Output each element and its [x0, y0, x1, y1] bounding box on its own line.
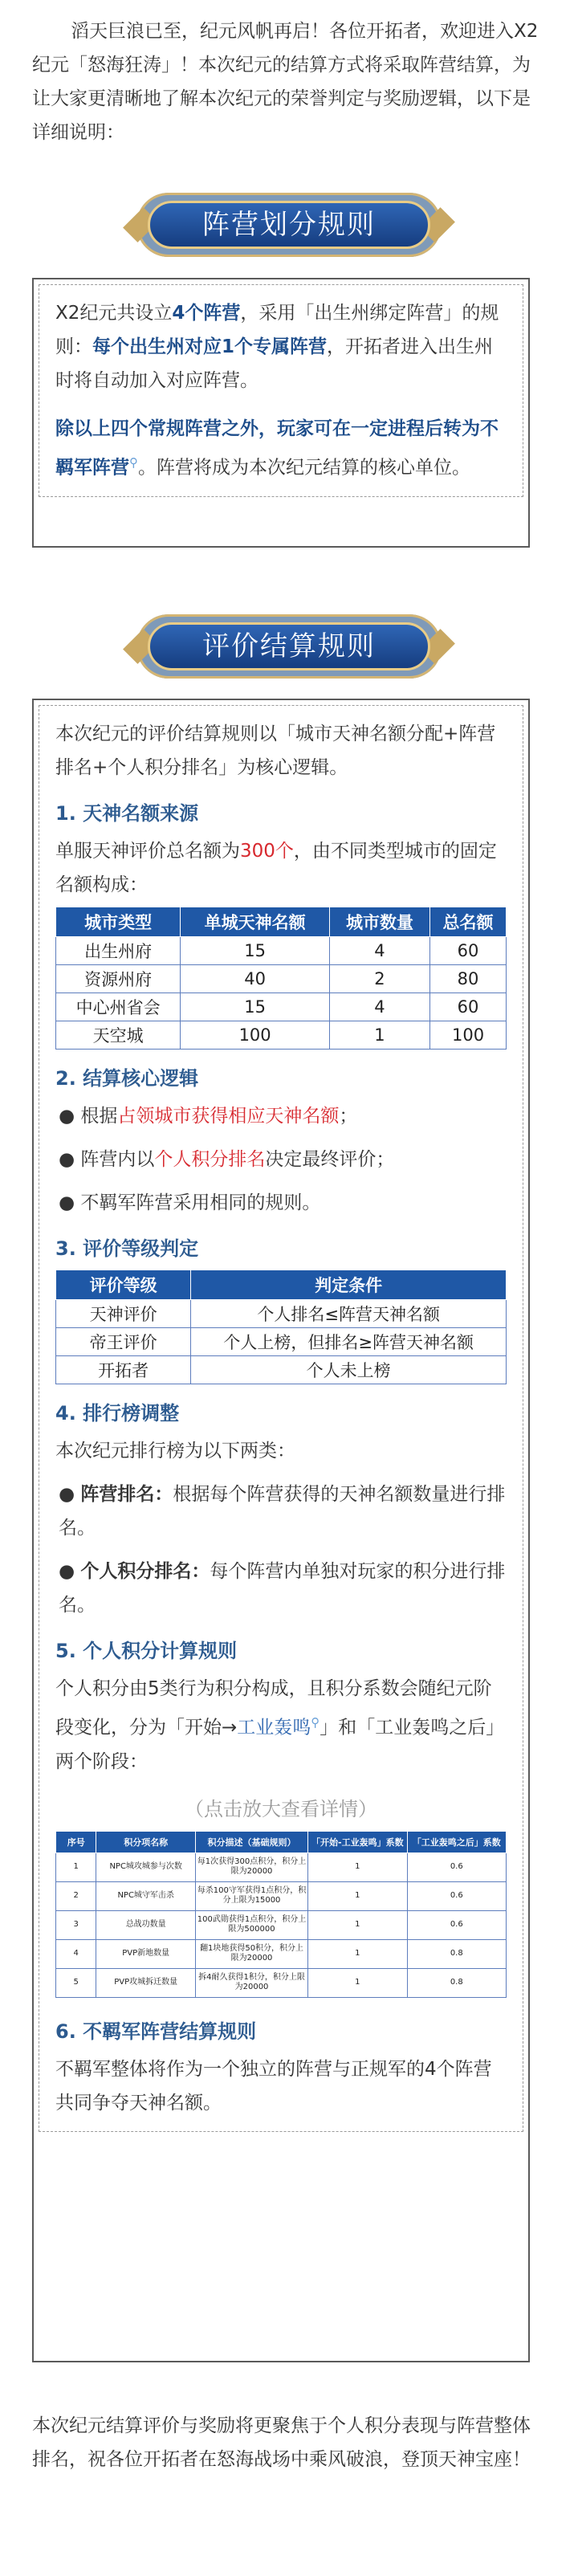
- table-cell: 每杀100守军获得1点积分，积分上限为15000: [195, 1881, 307, 1910]
- intro-paragraph: 滔天巨浪已至，纪元风帆再启！各位开拓者，欢迎进入X2纪元「怒海狂涛」！本次纪元的结算方式将采取阵营结算，为让大家更清晰地了解本次纪元的荣誉判定与奖励逻辑，以下是详细说明：: [32, 21, 539, 143]
- table-cell: 个人排名≤阵营天神名额: [191, 1300, 507, 1328]
- table-cell: PVP攻城拆迁数量: [96, 1968, 195, 1997]
- table-cell: 1: [308, 1968, 407, 1997]
- table-cell: 0.6: [407, 1881, 506, 1910]
- table-cell: 100: [181, 1021, 330, 1050]
- table-cell: 100: [430, 1021, 507, 1050]
- heading-core-logic: 2. 结算核心逻辑: [55, 1067, 199, 1090]
- table-header: 积分描述（基础规则）: [195, 1831, 307, 1853]
- points-table-image[interactable]: [55, 1831, 507, 1998]
- table-row: [56, 993, 507, 1021]
- table-cell: 出生州府: [56, 937, 181, 965]
- table-cell: 4: [56, 1939, 96, 1968]
- quota-source-text: 单服天神评价总名额为300个，由不同类型城市的固定名额构成：: [55, 841, 497, 895]
- table-cell: 总战功数量: [96, 1910, 195, 1939]
- table-cell: 每1次获得300点积分，积分上限为20000: [195, 1853, 307, 1881]
- table-header: 评价等级: [56, 1270, 191, 1300]
- table-row: [56, 1968, 507, 1997]
- table-cell: 2: [329, 965, 429, 993]
- table-cell: 60: [430, 937, 507, 965]
- section-banner-settlement-rules: [136, 614, 442, 679]
- table-cell: 0.8: [407, 1939, 506, 1968]
- table-cell: 40: [181, 965, 330, 993]
- leaderboard-lead: 本次纪元排行榜为以下两类：: [55, 1441, 295, 1461]
- industry-link[interactable]: 工业轰鸣: [237, 1717, 311, 1738]
- settlement-rules-panel: [32, 699, 530, 2362]
- table-cell: 个人上榜，但排名≥阵营天神名额: [191, 1328, 507, 1356]
- table-row: [56, 1853, 507, 1881]
- heading-leaderboard: 4. 排行榜调整: [55, 1402, 180, 1425]
- table-row: [56, 1300, 507, 1328]
- bullet-item: ● 不羁军阵营采用相同的规则。: [59, 1192, 321, 1213]
- table-cell: 1: [308, 1910, 407, 1939]
- table-cell: 1: [308, 1853, 407, 1881]
- table-row: [56, 1328, 507, 1356]
- table-cell: 1: [308, 1881, 407, 1910]
- table-cell: 100武勋获得1点积分，积分上限为500000: [195, 1910, 307, 1939]
- bullet-item: ● 个人积分排名：每个阵营内单独对玩家的积分进行排名。: [59, 1561, 506, 1616]
- table-cell: 2: [56, 1881, 96, 1910]
- section-banner-camp-rules: [136, 193, 442, 257]
- table-row: [56, 1910, 507, 1939]
- table-cell: PVP新地数量: [96, 1939, 195, 1968]
- table-header: 序号: [56, 1831, 96, 1853]
- banner-title: 阵营划分规则: [202, 209, 376, 241]
- table-cell: 资源州府: [56, 965, 181, 993]
- table-header: 单城天神名额: [181, 907, 330, 937]
- table-cell: 天神评价: [56, 1300, 191, 1328]
- bullet-item: ● 根据占领城市获得相应天神名额；: [59, 1106, 358, 1127]
- search-icon[interactable]: ⚲: [129, 455, 138, 470]
- table-row: [56, 937, 507, 965]
- table-cell: 4: [329, 937, 429, 965]
- table-cell: 1: [308, 1939, 407, 1968]
- table-header: 「开始-工业轰鸣」系数: [308, 1831, 407, 1853]
- heading-points-rules: 5. 个人积分计算规则: [55, 1640, 238, 1662]
- table-cell: 5: [56, 1968, 96, 1997]
- table-header: 积分项名称: [96, 1831, 195, 1853]
- table-cell: 0.6: [407, 1853, 506, 1881]
- table-header: 城市数量: [329, 907, 429, 937]
- table-header: 城市类型: [56, 907, 181, 937]
- table-header: 总名额: [430, 907, 507, 937]
- points-rules-text: 个人积分由5类行为积分构成，且积分系数会随纪元阶段变化，分为「开始→工业轰鸣⚲」和「工业轰鸣之后」两个阶段：: [55, 1678, 505, 1772]
- table-cell: 15: [181, 993, 330, 1021]
- table-cell: 15: [181, 937, 330, 965]
- table-cell: 翻1块地获得50积分，积分上限为20000: [195, 1939, 307, 1968]
- heading-free-army: 6. 不羁军阵营结算规则: [55, 2020, 257, 2043]
- camp-rules-p1: X2纪元共设立4个阵营，采用「出生州绑定阵营」的规则：每个出生州对应1个专属阵营，开拓者进入出生州时将自动加入对应阵营。: [55, 303, 499, 391]
- bullet-item: ● 阵营排名：根据每个阵营获得的天神名额数量进行排名。: [59, 1484, 506, 1539]
- table-row: [56, 1356, 507, 1384]
- table-cell: 3: [56, 1910, 96, 1939]
- table-cell: 开拓者: [56, 1356, 191, 1384]
- table-cell: 天空城: [56, 1021, 181, 1050]
- table-cell: 帝王评价: [56, 1328, 191, 1356]
- heading-quota-source: 1. 天神名额来源: [55, 802, 199, 825]
- table-cell: 60: [430, 993, 507, 1021]
- table-row: [56, 1021, 507, 1050]
- bullet-item: ● 阵营内以个人积分排名决定最终评价；: [59, 1149, 395, 1170]
- table-cell: 80: [430, 965, 507, 993]
- table-cell: NPC城攻城参与次数: [96, 1853, 195, 1881]
- zoom-hint: （点击放大查看详情）: [185, 1797, 377, 1820]
- free-army-text: 不羁军整体将作为一个独立的阵营与正规军的4个阵营共同争夺天神名额。: [55, 2058, 492, 2113]
- search-icon[interactable]: ⚲: [311, 1715, 320, 1730]
- quota-table: [55, 907, 507, 1050]
- table-row: [56, 1939, 507, 1968]
- table-cell: 0.8: [407, 1968, 506, 1997]
- banner-title: 评价结算规则: [202, 630, 376, 662]
- table-header: 「工业轰鸣之后」系数: [407, 1831, 506, 1853]
- camp-rules-panel: [32, 278, 530, 548]
- table-row: [56, 1881, 507, 1910]
- table-cell: 中心州省会: [56, 993, 181, 1021]
- settlement-lead: 本次纪元的评价结算规则以「城市天神名额分配+阵营排名+个人积分排名」为核心逻辑。: [55, 723, 496, 778]
- table-cell: NPC城守军击杀: [96, 1881, 195, 1910]
- table-cell: 0.6: [407, 1910, 506, 1939]
- outro-paragraph: 本次纪元结算评价与奖励将更聚焦于个人积分表现与阵营整体排名，祝各位开拓者在怒海战场中乘风破浪，登顶天神宝座！: [32, 2415, 531, 2470]
- camp-rules-p2: 除以上四个常规阵营之外，玩家可在一定进程后转为不羁军阵营⚲。阵营将成为本次纪元结算的核心单位。: [55, 418, 499, 479]
- table-header: 判定条件: [191, 1270, 507, 1300]
- table-cell: 1: [56, 1853, 96, 1881]
- table-cell: 4: [329, 993, 429, 1021]
- table-cell: 1: [329, 1021, 429, 1050]
- heading-grade-judgement: 3. 评价等级判定: [55, 1237, 199, 1260]
- table-cell: 个人未上榜: [191, 1356, 507, 1384]
- table-cell: 拆4耐久获得1积分，积分上限为20000: [195, 1968, 307, 1997]
- grade-table: [55, 1270, 507, 1384]
- table-row: [56, 965, 507, 993]
